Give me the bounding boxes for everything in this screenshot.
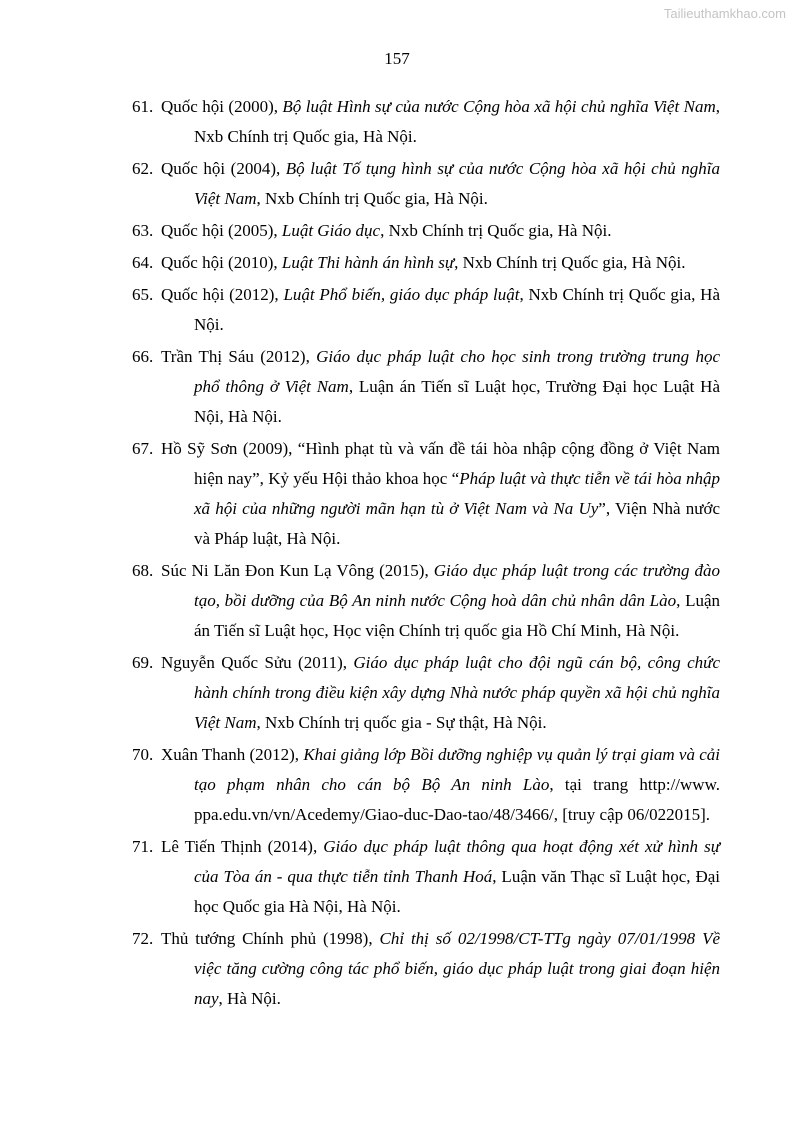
reference-detail: , Nxb Chính trị Quốc gia, Hà Nội.	[194, 97, 720, 146]
reference-title: Luật Thi hành án hình sự	[281, 253, 455, 272]
reference-item	[132, 342, 720, 432]
reference-detail: Quốc hội (2012),	[161, 285, 284, 304]
page-number: 157	[384, 49, 410, 68]
reference-title: Luật Giáo dục	[281, 221, 381, 240]
reference-detail: ”, Viện Nhà nước và Pháp luật, Hà Nội.	[194, 499, 720, 548]
reference-title: Luật Phổ biến, giáo dục pháp luật	[283, 285, 520, 304]
reference-detail: Nguyễn Quốc Sửu (2011),	[161, 653, 354, 672]
reference-title: Bộ luật Tố tụng hình sự của nước Cộng hòa xã hội chủ nghĩa Việt Nam	[194, 159, 720, 208]
reference-list	[132, 92, 720, 1016]
reference-item	[132, 248, 720, 278]
reference-detail: , Luận án Tiến sĩ Luật học, Học viện Chính trị quốc gia Hồ Chí Minh, Hà Nội.	[194, 591, 720, 640]
reference-title: Khai giảng lớp Bồi dưỡng nghiệp vụ quản lý trại giam và cải tạo phạm nhân cho cán bộ Bộ An ninh Lào	[194, 745, 720, 794]
reference-detail: , Luận án Tiến sĩ Luật học, Trường Đại học Luật Hà Nội, Hà Nội.	[194, 377, 721, 426]
reference-number: 65.	[132, 285, 154, 304]
reference-item	[132, 92, 720, 152]
reference-text	[161, 648, 720, 738]
reference-number: 71.	[132, 837, 154, 856]
reference-title: Giáo dục pháp luật cho đội ngũ cán bộ, công chức hành chính trong điều kiện xây dựng Nhà nước pháp quyền xã hội chủ nghĩa Việt Nam	[194, 653, 720, 732]
reference-item	[132, 280, 720, 340]
reference-title: Giáo dục pháp luật cho học sinh trong trường trung học phổ thông ở Việt Nam	[194, 347, 720, 396]
reference-item	[132, 434, 720, 554]
reference-item	[132, 216, 720, 246]
reference-text	[161, 434, 720, 554]
reference-detail: Quốc hội (2004),	[161, 159, 286, 178]
reference-text	[161, 832, 720, 922]
reference-number: 68.	[132, 561, 154, 580]
reference-number: 64.	[132, 253, 154, 272]
reference-item	[132, 924, 720, 1014]
reference-detail: Súc Ni Lăn Đon Kun Lạ Vông (2015),	[161, 561, 434, 580]
reference-text	[161, 92, 720, 152]
reference-detail: , tại trang http://www. ppa.edu.vn/vn/Acedemy/Giao-duc-Dao-tao/48/3466/, [truy cập 06/022015].	[194, 775, 720, 824]
reference-detail: , Nxb Chính trị Quốc gia, Hà Nội.	[256, 189, 488, 208]
reference-detail: Thủ tướng Chính phủ (1998),	[161, 929, 380, 948]
reference-text	[161, 154, 720, 214]
reference-detail: Xuân Thanh (2012),	[161, 745, 304, 764]
reference-number: 66.	[132, 347, 154, 366]
reference-text	[161, 248, 720, 278]
reference-detail: Lê Tiến Thịnh (2014),	[161, 837, 324, 856]
reference-text	[161, 280, 720, 340]
reference-title: Giáo dục pháp luật trong các trường đào tạo, bồi dưỡng của Bộ An ninh nước Cộng hoà dân chủ nhân dân Lào	[194, 561, 720, 610]
reference-text	[161, 740, 720, 830]
reference-detail: Quốc hội (2010),	[161, 253, 282, 272]
reference-item	[132, 154, 720, 214]
reference-text	[161, 924, 721, 1014]
reference-title: Giáo dục pháp luật thông qua hoạt động xét xử hình sự của Tòa án - qua thực tiễn tỉnh Thanh Hoá	[194, 837, 720, 886]
reference-text	[161, 342, 721, 432]
reference-detail: Trần Thị Sáu (2012),	[161, 347, 317, 366]
reference-number: 63.	[132, 221, 154, 240]
reference-detail: , Luận văn Thạc sĩ Luật học, Đại học Quốc gia Hà Nội, Hà Nội.	[194, 867, 720, 916]
reference-number: 72.	[132, 929, 154, 948]
reference-title: Chỉ thị số 02/1998/CT-TTg ngày 07/01/1998 Về việc tăng cường công tác phổ biến, giáo dục pháp luật trong giai đoạn hiện nay	[194, 929, 721, 1008]
reference-text	[161, 556, 720, 646]
reference-number: 70.	[132, 745, 154, 764]
reference-detail: Hồ Sỹ Sơn (2009), “Hình phạt tù và vấn đề tái hòa nhập cộng đồng ở Việt Nam hiện nay”, Kỷ yếu Hội thảo khoa học “	[161, 439, 720, 488]
reference-number: 61.	[132, 97, 154, 116]
reference-title: Pháp luật và thực tiễn về tái hòa nhập xã hội của những người mãn hạn tù ở Việt Nam và Na Uy	[194, 469, 720, 518]
reference-item	[132, 832, 720, 922]
reference-title: Bộ luật Hình sự của nước Cộng hòa xã hội chủ nghĩa Việt Nam	[282, 97, 716, 116]
reference-text	[161, 216, 720, 246]
reference-item	[132, 556, 720, 646]
reference-item	[132, 648, 720, 738]
reference-number: 67.	[132, 439, 154, 458]
reference-detail: Quốc hội (2000),	[161, 97, 283, 116]
reference-detail: , Nxb Chính trị Quốc gia, Hà Nội.	[194, 285, 720, 334]
reference-detail: , Hà Nội.	[218, 989, 281, 1008]
reference-detail: , Nxb Chính trị Quốc gia, Hà Nội.	[380, 221, 612, 240]
reference-number: 69.	[132, 653, 154, 672]
reference-detail: Quốc hội (2005),	[161, 221, 282, 240]
reference-detail: , Nxb Chính trị quốc gia - Sự thật, Hà Nội.	[256, 713, 547, 732]
reference-detail: , Nxb Chính trị Quốc gia, Hà Nội.	[454, 253, 686, 272]
watermark-text: Tailieuthamkhao.com	[663, 6, 786, 21]
reference-number: 62.	[132, 159, 154, 178]
reference-item	[132, 740, 720, 830]
